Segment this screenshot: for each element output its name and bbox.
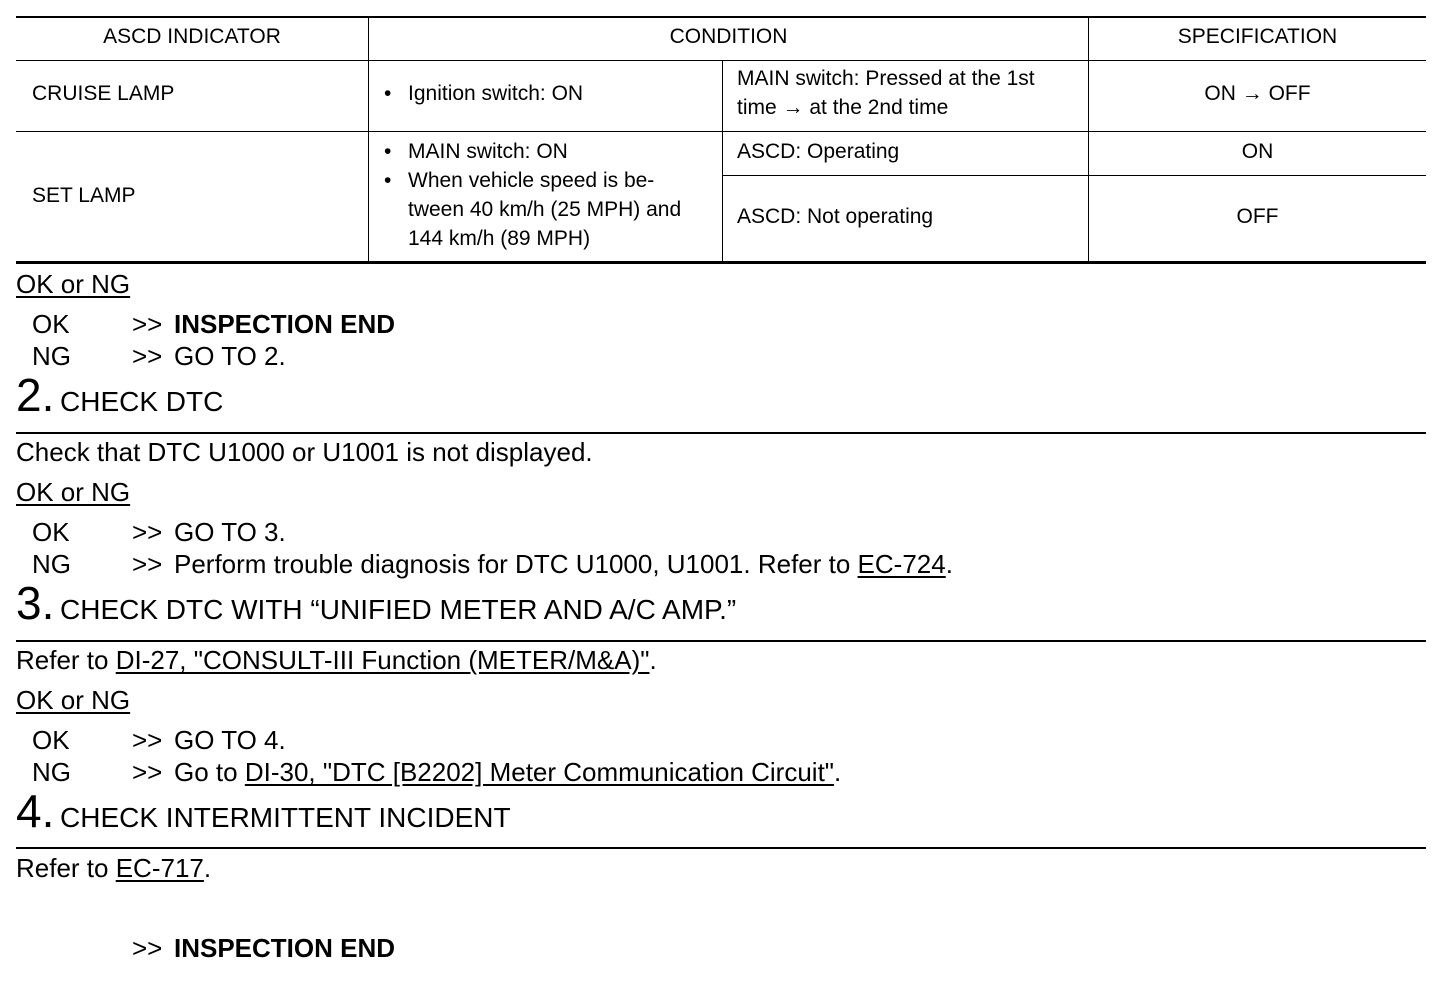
set-condition-speed-line-2: tween 40 km/h (25 MPH) and [408,198,682,221]
step2-ng-suffix: . [945,549,953,579]
step-4-rule [16,847,1426,849]
table-header-divider [16,60,1426,61]
step-4-number: 4. [16,785,55,837]
step4-result: INSPECTION END [174,933,396,963]
result-arrows: >> [132,549,163,579]
ec-717-link[interactable]: EC-717 [115,853,204,883]
result-arrows: >> [132,517,163,547]
cruise-condition-detail-line-1: MAIN switch: Pressed at the 1st [737,67,1035,90]
step-2-title: CHECK DTC [60,386,224,417]
ok-label: OK [32,725,70,755]
step4-instruction-suffix: . [203,853,212,883]
header-ascd-indicator: ASCD INDICATOR [103,25,281,48]
ok-or-ng-heading: OK or NG [16,477,131,507]
ok-or-ng-heading: OK or NG [16,269,131,299]
table-border-top [16,16,1426,18]
step3-instruction-prefix: Refer to [16,645,116,675]
step-2-instruction: Check that DTC U1000 or U1001 is not displayed. [16,437,593,467]
set-condition-speed-line-3: 144 km/h (89 MPH) [408,227,591,250]
result-arrows: >> [132,725,163,755]
table-subrow-divider [722,175,1426,176]
set-spec-off: OFF [1236,205,1279,228]
set-condition-speed-line-1: When vehicle speed is be- [408,169,655,192]
set-lamp-indicator: SET LAMP [32,184,136,207]
set-condition-main-switch: MAIN switch: ON [408,140,568,163]
step3-ok-result: GO TO 4. [174,725,286,755]
step1-ng-result: GO TO 2. [174,341,286,371]
result-arrows: >> [132,933,163,963]
step-3-title: CHECK DTC WITH “UNIFIED METER AND A/C AMP.” [60,594,737,625]
step2-ok-result: GO TO 3. [174,517,286,547]
step-3-rule [16,640,1426,642]
ok-label: OK [32,309,70,339]
cruise-lamp-indicator: CRUISE LAMP [32,82,175,105]
header-specification: SPECIFICATION [1177,25,1338,48]
step-3-number: 3. [16,577,55,629]
ok-label: OK [32,517,70,547]
step3-ng-suffix: . [834,757,842,787]
bullet: • [384,140,392,163]
step2-ng-text: Perform trouble diagnosis for DTC U1000, U1001. Refer to [174,549,858,579]
table-row-divider [16,131,1426,132]
di-27-link[interactable]: DI-27, "CONSULT-III Function (METER/M&A)" [115,645,650,675]
step3-ng-prefix: Go to [174,757,245,787]
result-arrows: >> [132,757,163,787]
bullet: • [384,169,392,192]
step-3-instruction [16,644,657,676]
ascd-indicator-table [16,16,1426,264]
header-condition: CONDITION [669,25,788,48]
result-arrows: >> [132,341,163,371]
ng-label: NG [32,757,71,787]
set-spec-on: ON [1241,140,1274,163]
step2-ng-result [174,548,953,580]
result-arrows: >> [132,309,163,339]
bullet: • [384,82,392,105]
step-2-number: 2. [16,369,55,421]
table-border-bottom [16,261,1426,264]
step-4-title: CHECK INTERMITTENT INCIDENT [60,802,511,833]
step-2-rule [16,432,1426,434]
cruise-condition-detail-line-2: time → at the 2nd time [737,96,949,119]
step4-instruction-prefix: Refer to [16,853,116,883]
set-ascd-operating: ASCD: Operating [737,140,900,163]
cruise-spec: ON → OFF [1204,82,1311,105]
ng-label: NG [32,549,71,579]
step3-instruction-suffix: . [649,645,657,675]
ng-label: NG [32,341,71,371]
step1-ok-result: INSPECTION END [174,309,396,339]
ec-724-link[interactable]: EC-724 [857,549,946,579]
set-ascd-not-operating: ASCD: Not operating [737,205,934,228]
cruise-condition-ignition: Ignition switch: ON [408,82,584,105]
di-30-link[interactable]: DI-30, "DTC [B2202] Meter Communication Circuit" [244,757,835,787]
table-col-divider-2 [722,60,723,262]
ok-or-ng-heading: OK or NG [16,685,131,715]
step3-ng-result [174,756,841,788]
step-4-instruction [16,852,211,884]
table-col-divider-1 [368,16,369,262]
